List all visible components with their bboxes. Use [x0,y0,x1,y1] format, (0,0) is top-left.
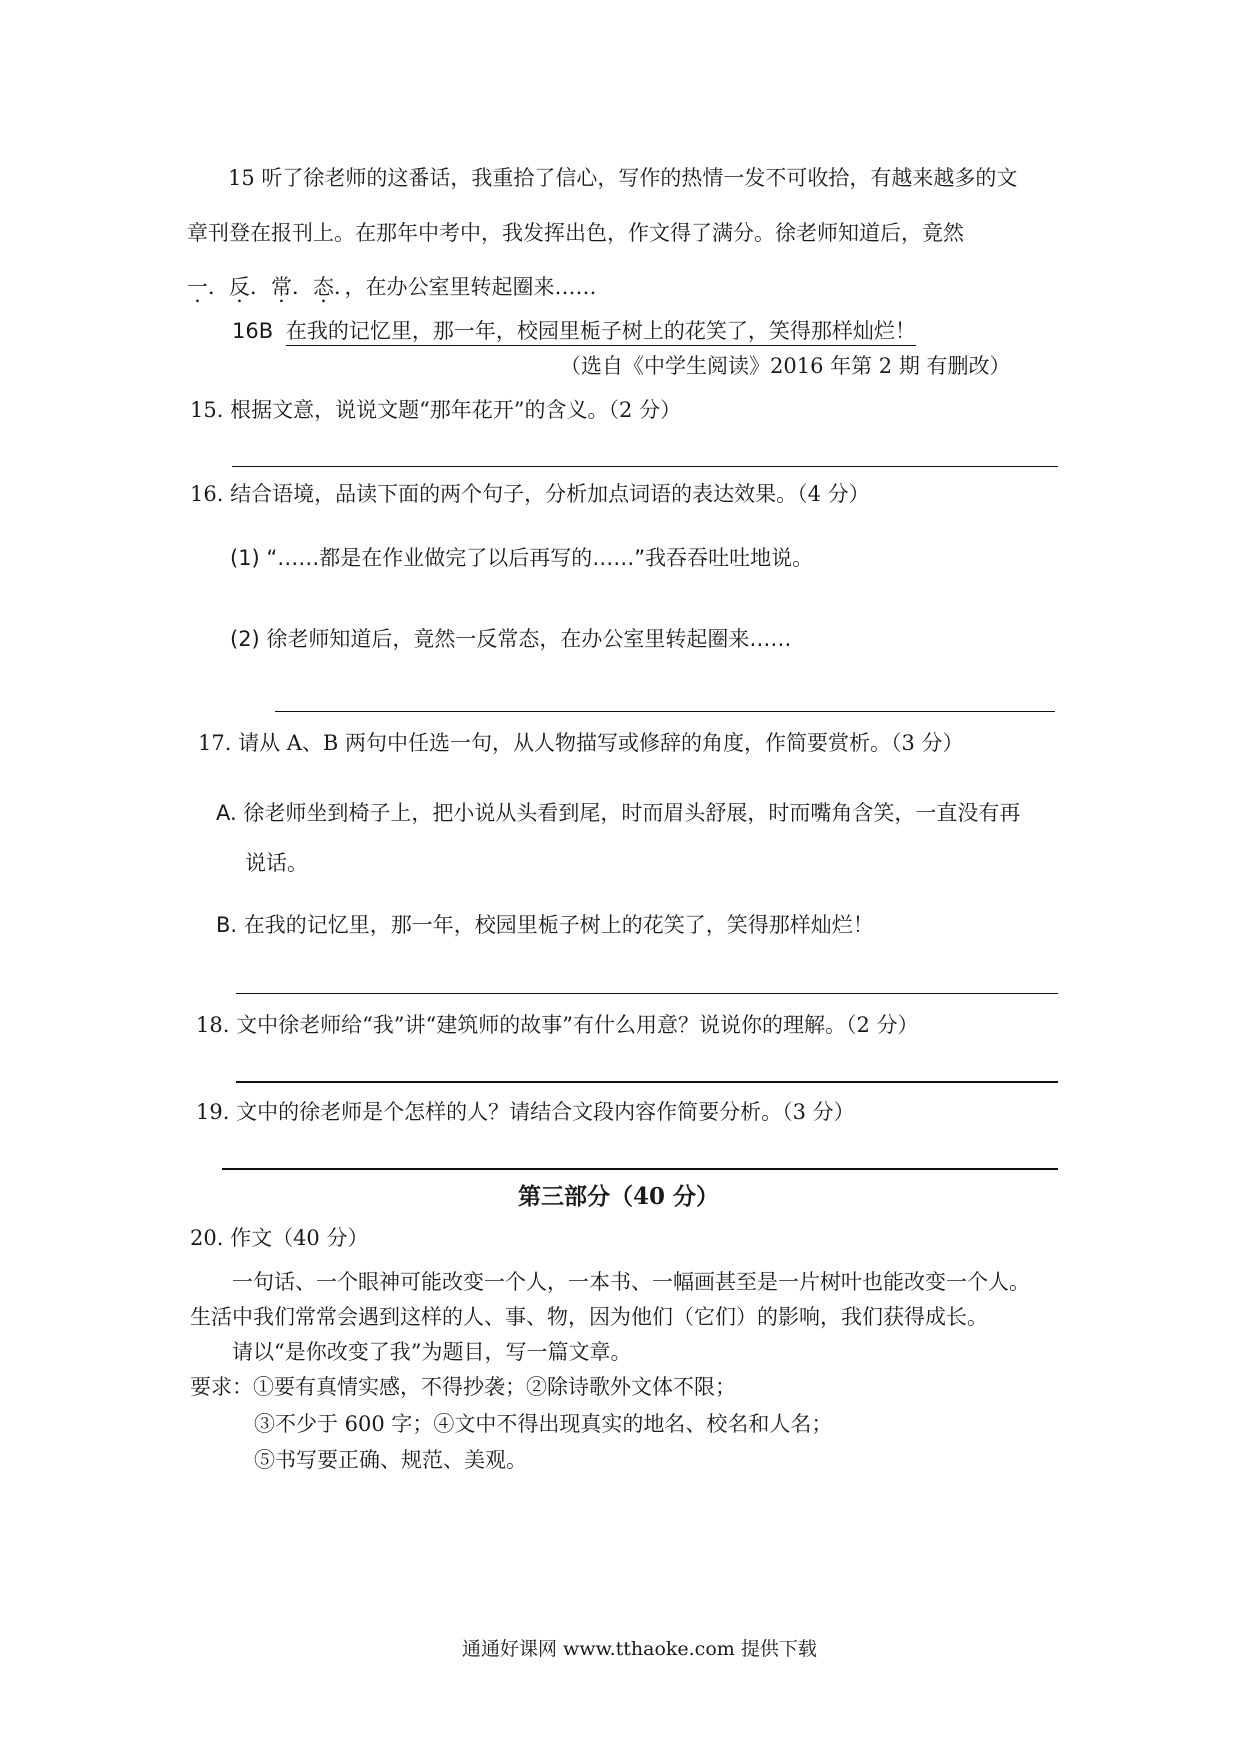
essay-requirements-line1: 要求：①要有真情实感，不得抄袭；②除诗歌外文体不限； [190,1375,736,1399]
question-20: 20. 作文（40 分） [190,1226,369,1250]
passage-p15-line3-rest: ，在办公室里转起圈来…… [344,275,597,299]
question-17-option-a-line1: A. 徐老师坐到椅子上，把小说从头看到尾，时而眉头舒展，时而嘴角含笑，一直没有再 [216,801,1021,825]
passage-p15-line1: 15 听了徐老师的这番话，我重拾了信心，写作的热情一发不可收拾，有越来越多的文 [228,166,1018,190]
answer-line-19[interactable] [222,1168,1058,1170]
question-16-item-2: (2) 徐老师知道后，竟然一反常态，在办公室里转起圈来…… [230,627,792,651]
essay-prompt-line1: 一句话、一个眼神可能改变一个人，一本书、一幅画甚至是一片树叶也能改变一个人。 [232,1270,1030,1294]
footer-download-note: 通通好课网 www.tthaoke.com 提供下载 [462,1638,817,1660]
question-16: 16. 结合语境，品读下面的两个句子，分析加点词语的表达效果。（4 分） [190,482,870,506]
answer-line-18[interactable] [236,1081,1058,1083]
source-note: （选自《中学生阅读》2016 年第 2 期 有删改） [560,354,1011,378]
question-19: 19. 文中的徐老师是个怎样的人？请结合文段内容作简要分析。（3 分） [196,1100,855,1124]
question-17: 17. 请从 A、B 两句中任选一句，从人物描写或修辞的角度，作简要赏析。（3 分） [198,731,964,755]
dotted-word-4: 态 [313,275,334,299]
question-17-option-b: B. 在我的记忆里，那一年，校园里栀子树上的花笑了，笑得那样灿烂！ [216,913,874,937]
essay-requirements-line3: ⑤书写要正确、规范、美观。 [254,1448,527,1472]
passage-p16 [232,317,916,345]
question-17-option-a-line2: 说话。 [245,851,308,875]
question-18: 18. 文中徐老师给“我”讲“建筑师的故事”有什么用意？说说你的理解。（2 分） [196,1013,919,1037]
passage-p15-line3: 一．反．常．态．，在办公室里转起圈来…… [187,275,597,299]
question-15: 15. 根据文意，说说文题“那年花开”的含义。（2 分） [190,398,682,422]
answer-line-17[interactable] [236,993,1058,994]
dotted-word-2: 反 [229,275,250,299]
underlined-sentence: 在我的记忆里，那一年，校园里栀子树上的花笑了，笑得那样灿烂！ [286,319,916,346]
answer-line-16[interactable] [275,711,1055,712]
dotted-word-3: 常 [271,275,292,299]
essay-requirements-line2: ③不少于 600 字；④文中不得出现真实的地名、校名和人名； [254,1412,833,1436]
essay-prompt-line2: 生活中我们常常会遇到这样的人、事、物，因为他们（它们）的影响，我们获得成长。 [190,1305,988,1329]
essay-prompt-line3: 请以“是你改变了我”为题目，写一篇文章。 [232,1340,632,1364]
part3-heading: 第三部分（40 分） [518,1183,720,1210]
answer-line-15[interactable] [232,466,1058,467]
dotted-word-1: 一 [187,275,208,299]
paragraph-number: 16B [232,319,274,343]
question-16-item-1: (1) “……都是在作业做完了以后再写的……”我吞吞吐吐地说。 [230,546,814,570]
passage-p15-line2: 章刊登在报刊上。在那年中考中，我发挥出色，作文得了满分。徐老师知道后，竟然 [187,221,964,245]
